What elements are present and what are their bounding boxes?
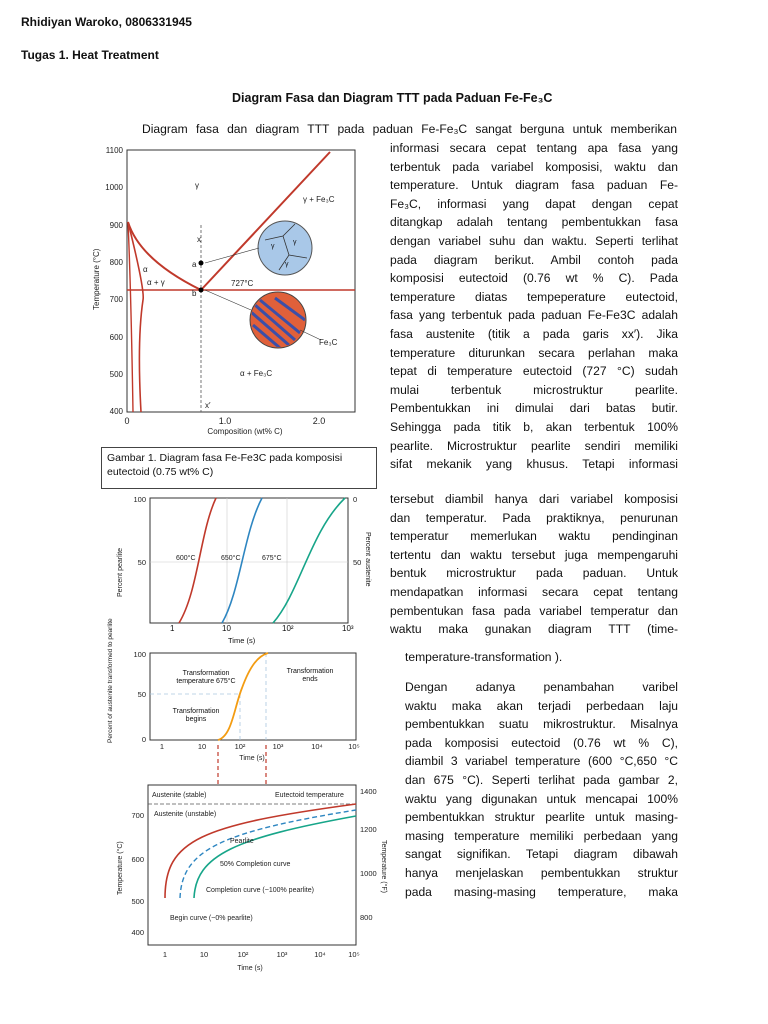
paragraph-line: komposisi eutectoid (0.76 wt % C). Pada bbox=[390, 271, 678, 286]
x-axis-label: Composition (wt% C) bbox=[207, 427, 283, 436]
paragraph-line: hanya menjelaskan pembentukkan struktur bbox=[405, 865, 678, 880]
point-label: x′ bbox=[205, 401, 211, 410]
y-tick: 1100 bbox=[105, 146, 123, 155]
paragraph-line: temperature. Untuk diagram fasa paduan Fe- bbox=[390, 178, 678, 193]
region-label: Begin curve (~0% pearlite) bbox=[170, 915, 253, 922]
paragraph-line: diambil 3 variabel temperature (600 °C,650 °C bbox=[405, 754, 678, 769]
paragraph-line: ditangkap adalah tentang pembentukkan fasa bbox=[390, 215, 678, 230]
paragraph-line: Dengan adanya penambahan varibel bbox=[405, 680, 678, 694]
paragraph-line: tersebut diambil hanya dari variabel komposisi bbox=[390, 492, 678, 506]
y-tick: 800 bbox=[360, 913, 373, 922]
y-tick: 0 bbox=[141, 735, 146, 744]
y-tick: 600 bbox=[131, 855, 144, 864]
series-label: 650°C bbox=[221, 555, 241, 562]
assignment-title: Tugas 1. Heat Treatment bbox=[21, 48, 159, 62]
y-axis-label-right: Percent austenite bbox=[364, 532, 371, 587]
paragraph-line: temperatur memerlukan waktu pendinginan bbox=[390, 529, 678, 544]
y-tick: 400 bbox=[109, 407, 123, 416]
paragraph-line: fasa yang terbentuk pada paduan Fe-Fe3C adalah bbox=[390, 308, 678, 323]
point-label: α bbox=[143, 265, 148, 274]
eutectoid-label: 727°C bbox=[231, 279, 254, 288]
y-axis-label: Percent of austenite transformed to pearlite bbox=[107, 618, 114, 743]
annotation-ends: Transformation ends bbox=[286, 668, 334, 683]
series-label: 600°C bbox=[176, 555, 196, 562]
y-axis-label: Percent pearlite bbox=[117, 547, 124, 597]
y-tick: 900 bbox=[109, 221, 123, 230]
x-tick: 10² bbox=[237, 950, 249, 959]
phase-label: γ bbox=[195, 181, 199, 190]
x-axis-label: Time (s) bbox=[239, 755, 265, 762]
y-tick: 1000 bbox=[105, 183, 123, 192]
y-tick: 600 bbox=[109, 333, 123, 342]
author-line: Rhidiyan Waroko, 0806331945 bbox=[21, 15, 192, 29]
x-tick: 2.0 bbox=[312, 416, 326, 426]
region-label: Austenite (stable) bbox=[152, 792, 207, 799]
y-tick: 500 bbox=[131, 897, 144, 906]
paragraph-line: sangat signifikan. Tetapi diagram dibawah bbox=[405, 847, 678, 862]
fig2-x-ticks bbox=[170, 624, 360, 636]
x-tick: 10² bbox=[234, 742, 246, 751]
x-tick: 10³ bbox=[276, 950, 288, 959]
paragraph-line: temperature-transformation ). bbox=[405, 650, 563, 664]
paragraph-line: pada diagram berikut. Ambil contoh pada bbox=[390, 252, 678, 267]
document-title: Diagram Fasa dan Diagram TTT pada Paduan Fe-Fe₃C bbox=[232, 91, 553, 105]
paragraph-line: pada masing-masing temperature, maka bbox=[405, 884, 678, 899]
x-tick: 10³ bbox=[342, 624, 354, 633]
paragraph-line: pembentukkan suatu mikrostruktur. Misalnya bbox=[405, 717, 678, 732]
region-label: Eutectoid temperature bbox=[275, 792, 344, 799]
x-tick: 10⁴ bbox=[311, 742, 323, 751]
pearlite-formation-chart bbox=[110, 492, 375, 622]
fe3c-label: Fe₃C bbox=[319, 338, 338, 347]
point-a bbox=[199, 261, 204, 266]
y-tick: 500 bbox=[109, 370, 123, 379]
y-tick: 1000 bbox=[360, 869, 377, 878]
y-tick: 700 bbox=[131, 811, 144, 820]
paragraph-line: dan temperatur. Pada praktiknya, penurunan bbox=[390, 510, 678, 525]
paragraph-line: waktu maka akan terjadi perbedaan laju bbox=[405, 698, 678, 713]
y-tick: 700 bbox=[109, 295, 123, 304]
x-tick: 10⁵ bbox=[348, 950, 360, 959]
paragraph-line: Pembentukkan ini dimulai dari batas butir. bbox=[390, 401, 678, 416]
paragraph-line: tepat di temperature eutectoid (727 °C) sudah bbox=[390, 364, 678, 379]
point-label: b bbox=[192, 289, 197, 298]
x-tick: 1.0 bbox=[218, 416, 232, 426]
intro-line bbox=[142, 120, 677, 139]
region-label: Pearlite bbox=[230, 838, 254, 845]
paragraph-line: masing temperature memiliki perbedaan yang bbox=[405, 828, 678, 843]
x-tick: 0 bbox=[124, 416, 130, 426]
fig2-x-label: Time (s) bbox=[228, 636, 256, 645]
y-axis-label: Temperature (°C) bbox=[92, 248, 101, 310]
paragraph-block-1 bbox=[390, 139, 678, 474]
y-tick: 1200 bbox=[360, 825, 377, 834]
paragraph-line: mulai terbentuk microstruktur pearlite. bbox=[390, 382, 678, 397]
y-tick: 100 bbox=[133, 650, 146, 659]
region-label: 50% Completion curve bbox=[220, 861, 291, 868]
paragraph-block-3 bbox=[405, 678, 678, 901]
paragraph-line: sifat mekanik yang khusus. Tetapi informasi bbox=[390, 457, 678, 472]
x-axis-label: Time (s) bbox=[237, 965, 263, 972]
svg-text:γ: γ bbox=[271, 243, 275, 250]
paragraph-line: pearlite. Microstruktur pearlite sendiri memiliki bbox=[390, 438, 678, 453]
paragraph-line: waktu yang digunakan untuk mencapai 100% bbox=[405, 791, 678, 806]
point-label: a bbox=[192, 260, 197, 269]
intro-text: Diagram fasa dan diagram TTT pada paduan Fe-Fe₃C sangat berguna untuk memberikan bbox=[142, 122, 677, 136]
x-tick: 10 bbox=[222, 624, 231, 633]
y-axis-label-right: Temperature (°F) bbox=[380, 840, 387, 893]
paragraph-line: temperature diturunkan secara perlahan maka bbox=[390, 345, 678, 360]
phase-label: α + γ bbox=[147, 278, 165, 287]
paragraph-line: mendapatkan informasi secara cepat tentang bbox=[390, 584, 678, 599]
x-tick: 10 bbox=[197, 742, 207, 751]
paragraph-line: dan 675 °C). Seperti terlihat pada gambar 2, bbox=[405, 772, 678, 787]
paragraph-line: pada komposisi eutectoid (0.76 wt % C), bbox=[405, 735, 678, 750]
figure-1-caption: Gambar 1. Diagram fasa Fe-Fe3C pada komposisi eutectoid (0.75 wt% C) bbox=[101, 447, 377, 489]
region-label: Austenite (unstable) bbox=[154, 811, 217, 818]
y-tick: 400 bbox=[131, 928, 144, 937]
x-tick: 10⁴ bbox=[314, 950, 326, 959]
paragraph-line: fasa austenite (titik a pada garis xx′). Jika bbox=[390, 326, 678, 341]
series-label: 675°C bbox=[262, 555, 282, 562]
y-tick: 1400 bbox=[360, 787, 377, 796]
y-tick: 0 bbox=[353, 495, 358, 504]
paragraph-line: bentuk microstruktur pada paduan. Untuk bbox=[390, 566, 678, 581]
point-label: x bbox=[197, 235, 201, 244]
paragraph-block-2 bbox=[390, 490, 678, 639]
x-tick: 1 bbox=[170, 624, 175, 633]
annotation-temp: Transformation temperature 675°C bbox=[176, 670, 236, 685]
y-tick: 800 bbox=[109, 258, 123, 267]
paragraph-line: temperature diatas tempeperature eutectoid, bbox=[390, 289, 678, 304]
point-b bbox=[199, 288, 204, 293]
x-tick: 1 bbox=[159, 742, 165, 751]
x-tick: 1 bbox=[162, 950, 168, 959]
x-tick: 10³ bbox=[272, 742, 284, 751]
y-tick: 50 bbox=[353, 558, 362, 567]
phase-diagram bbox=[85, 140, 375, 440]
paragraph-line: dengan variabel suhu dan waktu. Seperti terlihat bbox=[390, 233, 678, 248]
x-tick: 10² bbox=[282, 624, 294, 633]
annotation-begins: Transformation begins bbox=[172, 708, 220, 723]
phase-label: γ + Fe₃C bbox=[303, 195, 335, 204]
region-label: Completion curve (~100% pearlite) bbox=[206, 887, 314, 894]
paragraph-line: informasi secara cepat tentang apa fasa yang bbox=[390, 141, 678, 155]
phase-label: α + Fe₃C bbox=[240, 369, 273, 378]
x-tick: 10 bbox=[199, 950, 209, 959]
paragraph-line: waktu maka gunakan diagram TTT (time- bbox=[390, 622, 678, 637]
paragraph-block-2-end bbox=[405, 648, 678, 667]
paragraph-line: pembentukkan struktur pearlite untuk masing- bbox=[405, 810, 678, 825]
paragraph-line: tertentu dan waktu tersebut juga mempengaruhi bbox=[390, 547, 678, 562]
x-tick: 10⁵ bbox=[348, 742, 360, 751]
y-axis-label: Temperature (°C) bbox=[117, 841, 124, 895]
y-tick: 50 bbox=[137, 558, 146, 567]
paragraph-line: pembentukan fasa pada variabel temperatur dan bbox=[390, 603, 678, 618]
svg-text:γ: γ bbox=[293, 239, 297, 246]
ttt-diagram bbox=[110, 780, 387, 975]
y-tick: 100 bbox=[133, 495, 146, 504]
svg-text:γ: γ bbox=[285, 261, 289, 268]
paragraph-line: Fe₃C, informasi yang dapat dengan cepat bbox=[390, 196, 678, 211]
paragraph-line: terbentuk pada variabel komposisi, waktu dan bbox=[390, 159, 678, 174]
paragraph-line: Sehingga pada titik b, akan terbentuk 100% bbox=[390, 419, 678, 434]
y-tick: 50 bbox=[137, 690, 146, 699]
